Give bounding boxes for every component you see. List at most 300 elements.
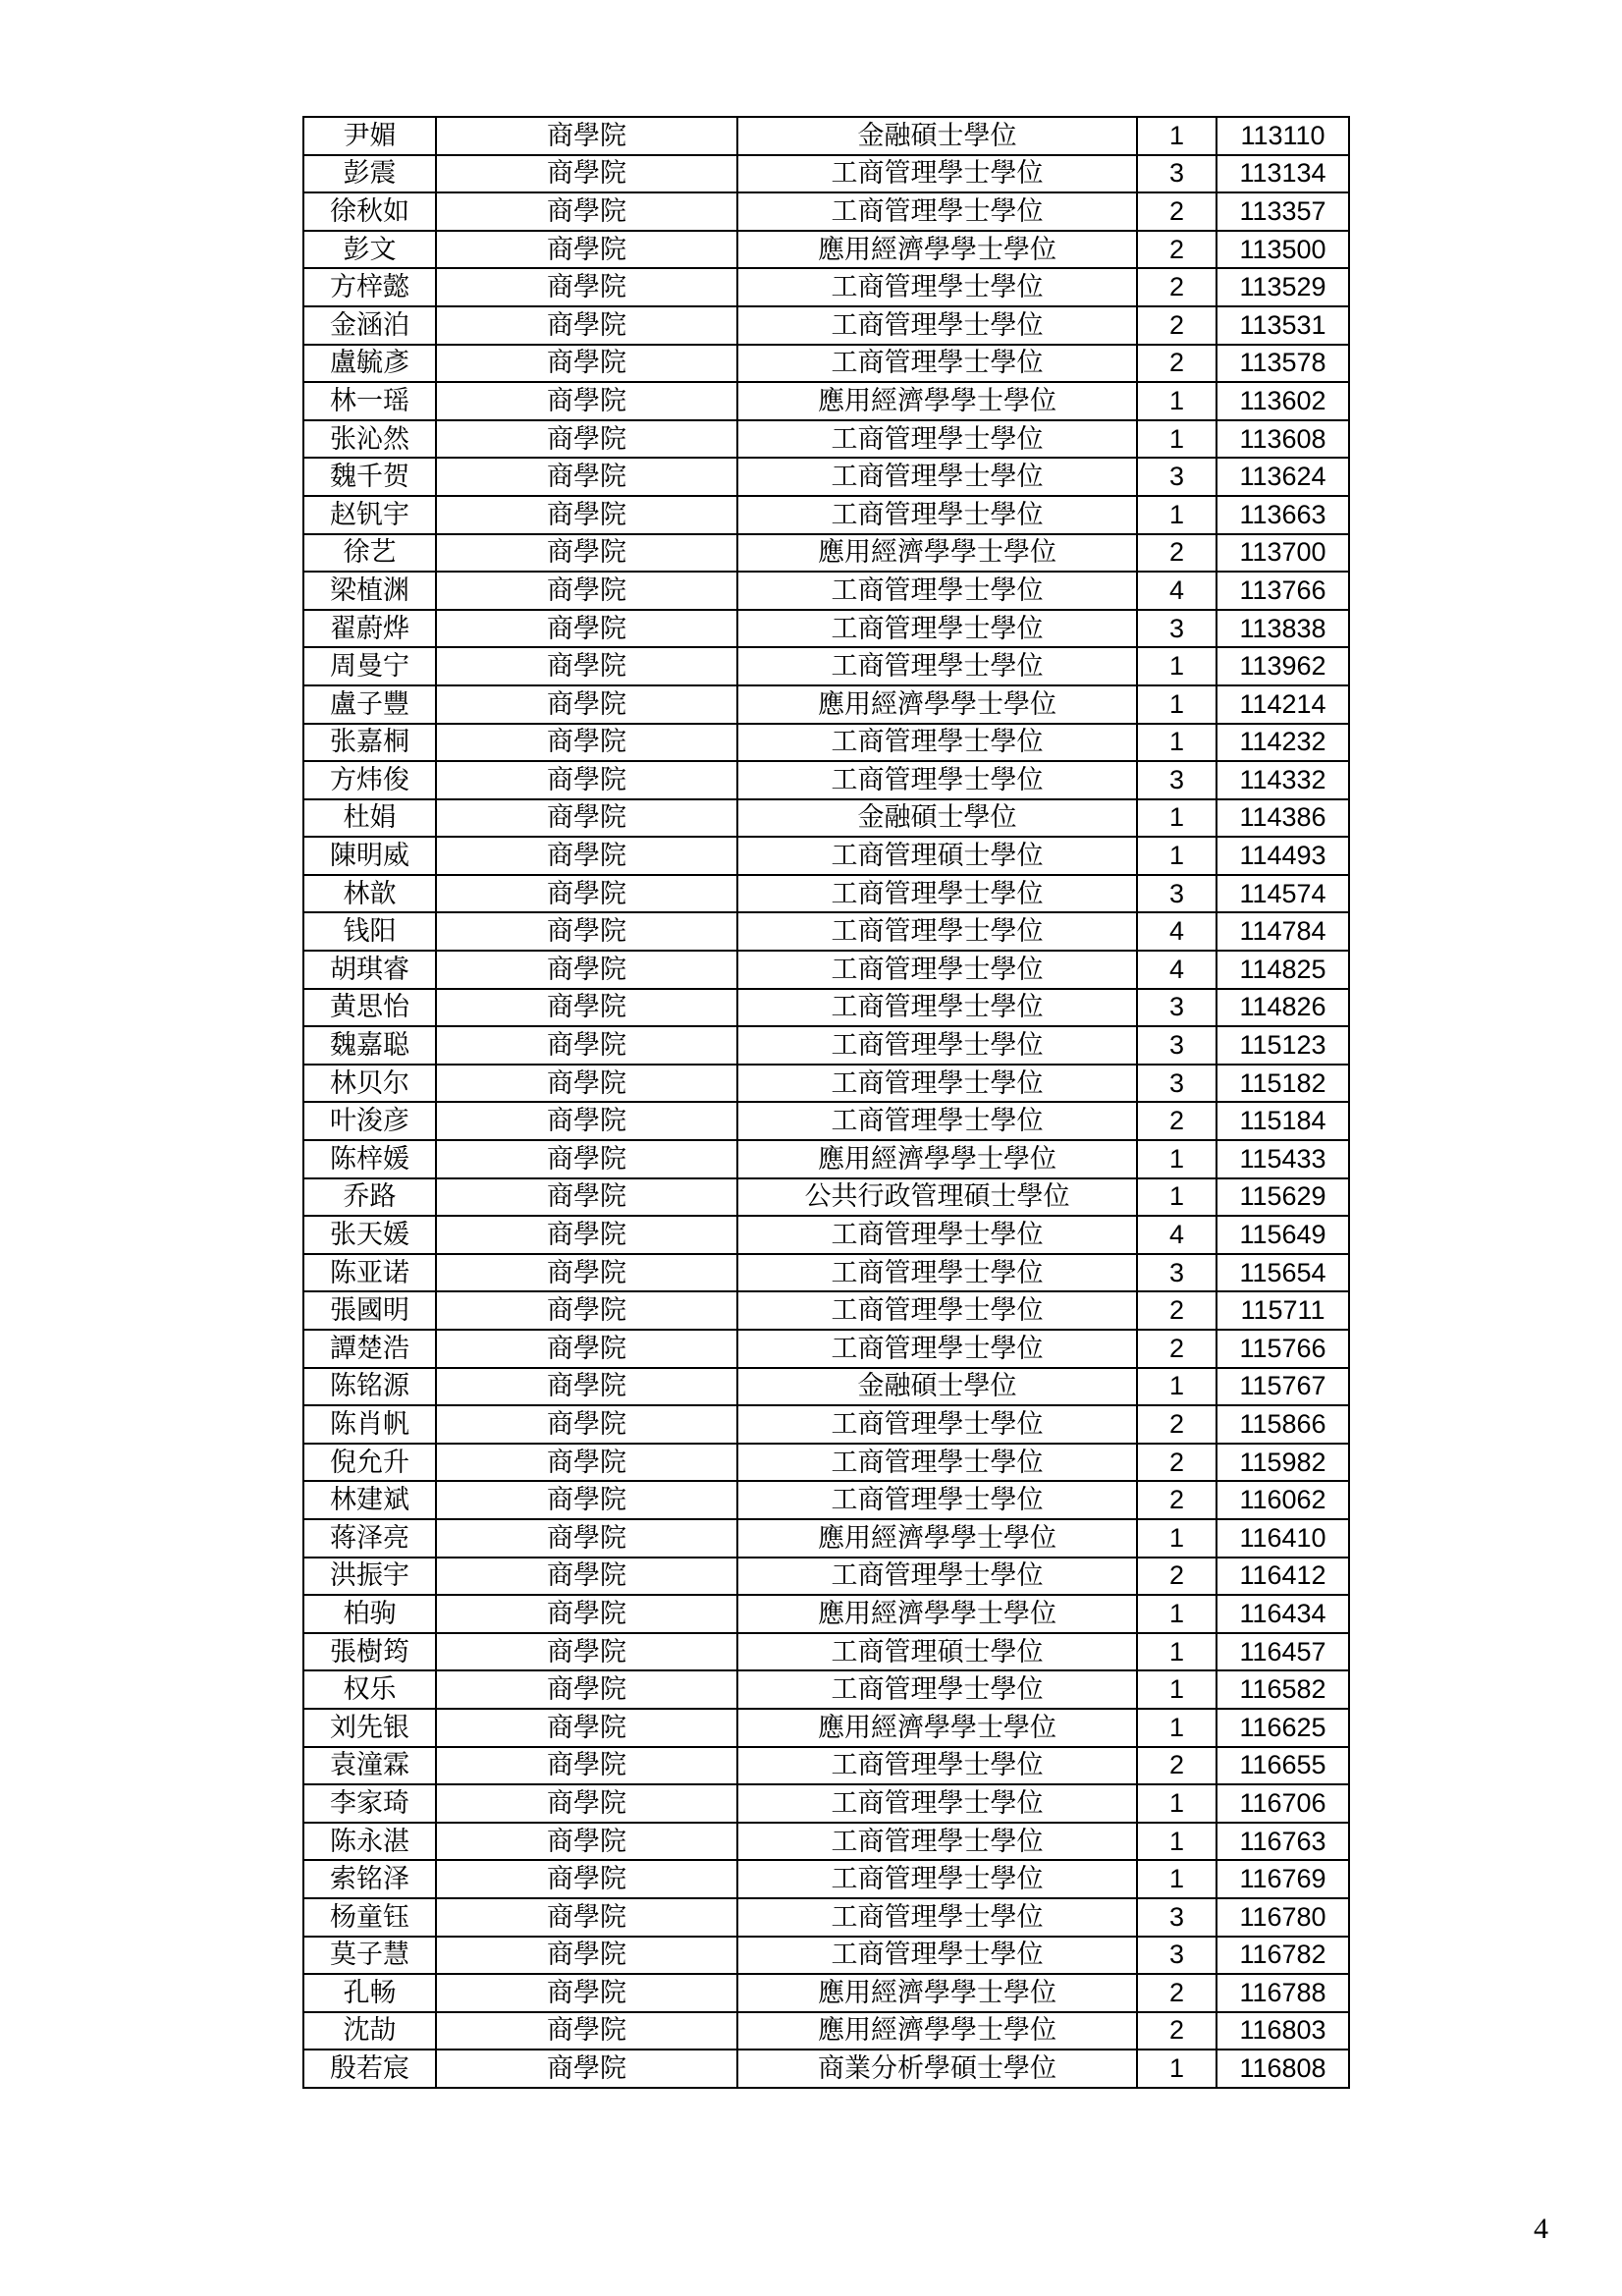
year-cell: 1 (1137, 420, 1216, 459)
degree-cell: 工商管理學士學位 (737, 1065, 1137, 1103)
year-cell: 1 (1137, 837, 1216, 875)
school-cell: 商學院 (436, 1898, 737, 1937)
school-cell: 商學院 (436, 1558, 737, 1596)
table-row (303, 1709, 1349, 1747)
student-id-cell: 116788 (1216, 1974, 1349, 2012)
student-name-cell: 倪允升 (303, 1444, 436, 1482)
student-id-cell: 115123 (1216, 1026, 1349, 1065)
degree-cell: 工商管理學士學位 (737, 761, 1137, 799)
year-cell: 2 (1137, 1974, 1216, 2012)
school-cell: 商學院 (436, 345, 737, 383)
school-cell: 商學院 (436, 1633, 737, 1671)
year-cell: 3 (1137, 1254, 1216, 1292)
degree-cell: 應用經濟學學士學位 (737, 1974, 1137, 2012)
year-cell: 2 (1137, 192, 1216, 231)
student-name-cell: 譚楚浩 (303, 1330, 436, 1368)
school-cell: 商學院 (436, 117, 737, 155)
table-row (303, 1860, 1349, 1898)
table-row (303, 989, 1349, 1027)
student-name-cell: 盧毓彥 (303, 345, 436, 383)
student-name-cell: 索铭泽 (303, 1860, 436, 1898)
student-id-cell: 114332 (1216, 761, 1349, 799)
student-name-cell: 林一瑶 (303, 382, 436, 420)
degree-cell: 工商管理學士學位 (737, 875, 1137, 913)
student-name-cell: 魏嘉聪 (303, 1026, 436, 1065)
student-id-cell: 116782 (1216, 1937, 1349, 1975)
table-row (303, 345, 1349, 383)
table-row (303, 1595, 1349, 1633)
table-row (303, 1405, 1349, 1444)
school-cell: 商學院 (436, 155, 737, 193)
table-row (303, 420, 1349, 459)
student-id-cell: 115654 (1216, 1254, 1349, 1292)
year-cell: 2 (1137, 1747, 1216, 1785)
year-cell: 2 (1137, 1102, 1216, 1140)
year-cell: 4 (1137, 1216, 1216, 1254)
table-row (303, 231, 1349, 269)
degree-cell: 應用經濟學學士學位 (737, 1709, 1137, 1747)
table-row (303, 1747, 1349, 1785)
student-name-cell: 張樹筠 (303, 1633, 436, 1671)
student-name-cell: 钱阳 (303, 912, 436, 951)
school-cell: 商學院 (436, 2012, 737, 2050)
student-name-cell: 莫子慧 (303, 1937, 436, 1975)
student-id-cell: 113529 (1216, 268, 1349, 306)
student-name-cell: 张天媛 (303, 1216, 436, 1254)
student-name-cell: 孔畅 (303, 1974, 436, 2012)
table-row (303, 382, 1349, 420)
student-name-cell: 彭震 (303, 155, 436, 193)
table-row (303, 951, 1349, 989)
student-name-cell: 盧子豐 (303, 685, 436, 724)
year-cell: 3 (1137, 610, 1216, 648)
student-name-cell: 杨童钰 (303, 1898, 436, 1937)
student-name-cell: 殷若宸 (303, 2050, 436, 2088)
student-id-cell: 116457 (1216, 1633, 1349, 1671)
year-cell: 2 (1137, 1444, 1216, 1482)
school-cell: 商學院 (436, 2050, 737, 2088)
school-cell: 商學院 (436, 761, 737, 799)
degree-cell: 工商管理學士學位 (737, 345, 1137, 383)
table-row (303, 610, 1349, 648)
student-id-cell: 115767 (1216, 1368, 1349, 1406)
student-id-cell: 114574 (1216, 875, 1349, 913)
school-cell: 商學院 (436, 572, 737, 610)
student-id-cell: 114826 (1216, 989, 1349, 1027)
year-cell: 2 (1137, 2012, 1216, 2050)
student-id-cell: 114214 (1216, 685, 1349, 724)
year-cell: 1 (1137, 1595, 1216, 1633)
school-cell: 商學院 (436, 1405, 737, 1444)
table-row (303, 799, 1349, 838)
student-id-cell: 113766 (1216, 572, 1349, 610)
school-cell: 商學院 (436, 1481, 737, 1519)
student-id-cell: 115184 (1216, 1102, 1349, 1140)
student-name-cell: 黄思怡 (303, 989, 436, 1027)
degree-cell: 工商管理學士學位 (737, 496, 1137, 534)
table-row (303, 1974, 1349, 2012)
degree-cell: 工商管理碩士學位 (737, 1633, 1137, 1671)
degree-cell: 應用經濟學學士學位 (737, 231, 1137, 269)
degree-cell: 工商管理學士學位 (737, 192, 1137, 231)
student-name-cell: 林建斌 (303, 1481, 436, 1519)
year-cell: 1 (1137, 496, 1216, 534)
student-id-cell: 113500 (1216, 231, 1349, 269)
student-name-cell: 彭文 (303, 231, 436, 269)
student-id-cell: 115982 (1216, 1444, 1349, 1482)
student-name-cell: 周曼宁 (303, 647, 436, 685)
year-cell: 2 (1137, 1481, 1216, 1519)
table-row (303, 534, 1349, 573)
year-cell: 1 (1137, 685, 1216, 724)
student-name-cell: 柏驹 (303, 1595, 436, 1633)
year-cell: 3 (1137, 989, 1216, 1027)
table-row (303, 1102, 1349, 1140)
school-cell: 商學院 (436, 1974, 737, 2012)
school-cell: 商學院 (436, 1140, 737, 1178)
year-cell: 3 (1137, 1026, 1216, 1065)
degree-cell: 工商管理學士學位 (737, 155, 1137, 193)
degree-cell: 金融碩士學位 (737, 799, 1137, 838)
degree-cell: 工商管理學士學位 (737, 420, 1137, 459)
degree-cell: 應用經濟學學士學位 (737, 2012, 1137, 2050)
student-name-cell: 赵钒宇 (303, 496, 436, 534)
table-row (303, 837, 1349, 875)
school-cell: 商學院 (436, 724, 737, 762)
year-cell: 4 (1137, 572, 1216, 610)
school-cell: 商學院 (436, 1937, 737, 1975)
student-id-cell: 114232 (1216, 724, 1349, 762)
degree-cell: 工商管理學士學位 (737, 1254, 1137, 1292)
student-id-cell: 114784 (1216, 912, 1349, 951)
school-cell: 商學院 (436, 951, 737, 989)
student-name-cell: 陳明威 (303, 837, 436, 875)
school-cell: 商學院 (436, 1065, 737, 1103)
degree-cell: 工商管理學士學位 (737, 1026, 1137, 1065)
year-cell: 1 (1137, 1823, 1216, 1861)
year-cell: 2 (1137, 1330, 1216, 1368)
student-name-cell: 陈永湛 (303, 1823, 436, 1861)
year-cell: 1 (1137, 1784, 1216, 1823)
table-row (303, 1026, 1349, 1065)
degree-cell: 工商管理學士學位 (737, 1898, 1137, 1937)
student-id-cell: 114825 (1216, 951, 1349, 989)
table-row (303, 875, 1349, 913)
table-row (303, 268, 1349, 306)
table-row (303, 1444, 1349, 1482)
table-body (303, 117, 1349, 2088)
degree-cell: 工商管理學士學位 (737, 1784, 1137, 1823)
student-id-cell: 116706 (1216, 1784, 1349, 1823)
table-row (303, 1670, 1349, 1709)
school-cell: 商學院 (436, 837, 737, 875)
table-row (303, 912, 1349, 951)
degree-cell: 工商管理學士學位 (737, 1937, 1137, 1975)
student-name-cell: 沈劼 (303, 2012, 436, 2050)
school-cell: 商學院 (436, 1519, 737, 1558)
student-id-cell: 116625 (1216, 1709, 1349, 1747)
table-row (303, 1519, 1349, 1558)
table-row (303, 1330, 1349, 1368)
student-id-cell: 116763 (1216, 1823, 1349, 1861)
school-cell: 商學院 (436, 1747, 737, 1785)
student-name-cell: 金涵泊 (303, 306, 436, 345)
student-id-cell: 116410 (1216, 1519, 1349, 1558)
student-id-cell: 113357 (1216, 192, 1349, 231)
school-cell: 商學院 (436, 420, 737, 459)
table-row (303, 1823, 1349, 1861)
school-cell: 商學院 (436, 458, 737, 496)
student-id-cell: 115649 (1216, 1216, 1349, 1254)
school-cell: 商學院 (436, 1254, 737, 1292)
table-row (303, 1368, 1349, 1406)
student-id-cell: 113962 (1216, 647, 1349, 685)
degree-cell: 工商管理學士學位 (737, 951, 1137, 989)
school-cell: 商學院 (436, 610, 737, 648)
student-name-cell: 尹媚 (303, 117, 436, 155)
degree-cell: 應用經濟學學士學位 (737, 1140, 1137, 1178)
year-cell: 2 (1137, 345, 1216, 383)
degree-cell: 工商管理學士學位 (737, 1558, 1137, 1596)
student-name-cell: 胡琪睿 (303, 951, 436, 989)
student-name-cell: 林贝尔 (303, 1065, 436, 1103)
student-name-cell: 徐秋如 (303, 192, 436, 231)
table-row (303, 647, 1349, 685)
student-id-cell: 113608 (1216, 420, 1349, 459)
student-id-cell: 113134 (1216, 155, 1349, 193)
student-name-cell: 翟蔚烨 (303, 610, 436, 648)
degree-cell: 金融碩士學位 (737, 117, 1137, 155)
year-cell: 1 (1137, 1709, 1216, 1747)
degree-cell: 工商管理學士學位 (737, 1216, 1137, 1254)
table-row (303, 1291, 1349, 1330)
year-cell: 2 (1137, 1405, 1216, 1444)
year-cell: 1 (1137, 1368, 1216, 1406)
school-cell: 商學院 (436, 1860, 737, 1898)
year-cell: 1 (1137, 799, 1216, 838)
year-cell: 2 (1137, 1558, 1216, 1596)
year-cell: 2 (1137, 1291, 1216, 1330)
student-name-cell: 張國明 (303, 1291, 436, 1330)
school-cell: 商學院 (436, 1368, 737, 1406)
student-name-cell: 陈肖帆 (303, 1405, 436, 1444)
year-cell: 3 (1137, 1937, 1216, 1975)
year-cell: 1 (1137, 1140, 1216, 1178)
year-cell: 1 (1137, 117, 1216, 155)
student-id-cell: 113531 (1216, 306, 1349, 345)
student-name-cell: 徐艺 (303, 534, 436, 573)
table-row (303, 1481, 1349, 1519)
school-cell: 商學院 (436, 192, 737, 231)
year-cell: 1 (1137, 1519, 1216, 1558)
degree-cell: 工商管理學士學位 (737, 1330, 1137, 1368)
student-id-cell: 116655 (1216, 1747, 1349, 1785)
school-cell: 商學院 (436, 1670, 737, 1709)
degree-cell: 工商管理學士學位 (737, 1102, 1137, 1140)
degree-cell: 公共行政管理碩士學位 (737, 1178, 1137, 1217)
student-id-cell: 116434 (1216, 1595, 1349, 1633)
degree-cell: 工商管理學士學位 (737, 647, 1137, 685)
table-row (303, 1254, 1349, 1292)
table-row (303, 192, 1349, 231)
page-number: 4 (1534, 2213, 1548, 2245)
student-name-cell: 刘先银 (303, 1709, 436, 1747)
student-name-cell: 陈亚诺 (303, 1254, 436, 1292)
school-cell: 商學院 (436, 799, 737, 838)
degree-cell: 應用經濟學學士學位 (737, 685, 1137, 724)
student-name-cell: 魏千贺 (303, 458, 436, 496)
student-name-cell: 林歆 (303, 875, 436, 913)
table-row (303, 1898, 1349, 1937)
student-name-cell: 张嘉桐 (303, 724, 436, 762)
table-row (303, 117, 1349, 155)
year-cell: 2 (1137, 306, 1216, 345)
school-cell: 商學院 (436, 268, 737, 306)
student-id-cell: 115629 (1216, 1178, 1349, 1217)
degree-cell: 工商管理學士學位 (737, 1860, 1137, 1898)
school-cell: 商學院 (436, 1709, 737, 1747)
year-cell: 4 (1137, 951, 1216, 989)
year-cell: 3 (1137, 155, 1216, 193)
student-name-cell: 叶浚彦 (303, 1102, 436, 1140)
year-cell: 3 (1137, 1065, 1216, 1103)
student-id-cell: 114493 (1216, 837, 1349, 875)
year-cell: 3 (1137, 1898, 1216, 1937)
year-cell: 3 (1137, 761, 1216, 799)
student-id-cell: 116780 (1216, 1898, 1349, 1937)
student-id-cell: 116803 (1216, 2012, 1349, 2050)
year-cell: 1 (1137, 647, 1216, 685)
student-id-cell: 116582 (1216, 1670, 1349, 1709)
degree-cell: 工商管理學士學位 (737, 610, 1137, 648)
school-cell: 商學院 (436, 912, 737, 951)
student-list-table (302, 116, 1350, 2089)
year-cell: 3 (1137, 875, 1216, 913)
table-row (303, 1937, 1349, 1975)
student-name-cell: 张沁然 (303, 420, 436, 459)
degree-cell: 商業分析學碩士學位 (737, 2050, 1137, 2088)
school-cell: 商學院 (436, 1444, 737, 1482)
year-cell: 2 (1137, 268, 1216, 306)
table-row (303, 1558, 1349, 1596)
school-cell: 商學院 (436, 306, 737, 345)
school-cell: 商學院 (436, 1178, 737, 1217)
student-id-cell: 113838 (1216, 610, 1349, 648)
student-name-cell: 洪振宇 (303, 1558, 436, 1596)
year-cell: 1 (1137, 1670, 1216, 1709)
year-cell: 1 (1137, 1178, 1216, 1217)
degree-cell: 工商管理學士學位 (737, 1291, 1137, 1330)
student-id-cell: 115433 (1216, 1140, 1349, 1178)
degree-cell: 工商管理學士學位 (737, 268, 1137, 306)
student-id-cell: 115866 (1216, 1405, 1349, 1444)
degree-cell: 工商管理學士學位 (737, 1444, 1137, 1482)
degree-cell: 工商管理學士學位 (737, 724, 1137, 762)
student-id-cell: 116769 (1216, 1860, 1349, 1898)
student-name-cell: 陈铭源 (303, 1368, 436, 1406)
school-cell: 商學院 (436, 231, 737, 269)
degree-cell: 工商管理碩士學位 (737, 837, 1137, 875)
degree-cell: 工商管理學士學位 (737, 912, 1137, 951)
degree-cell: 工商管理學士學位 (737, 572, 1137, 610)
student-id-cell: 113700 (1216, 534, 1349, 573)
degree-cell: 應用經濟學學士學位 (737, 382, 1137, 420)
degree-cell: 應用經濟學學士學位 (737, 1595, 1137, 1633)
degree-cell: 工商管理學士學位 (737, 1670, 1137, 1709)
degree-cell: 工商管理學士學位 (737, 458, 1137, 496)
year-cell: 1 (1137, 2050, 1216, 2088)
school-cell: 商學院 (436, 989, 737, 1027)
degree-cell: 工商管理學士學位 (737, 1747, 1137, 1785)
year-cell: 1 (1137, 1633, 1216, 1671)
student-id-cell: 116062 (1216, 1481, 1349, 1519)
table-row (303, 496, 1349, 534)
school-cell: 商學院 (436, 1291, 737, 1330)
table-row (303, 1065, 1349, 1103)
student-name-cell: 蒋泽亮 (303, 1519, 436, 1558)
table-row (303, 1633, 1349, 1671)
degree-cell: 應用經濟學學士學位 (737, 1519, 1137, 1558)
student-list-table-wrapper (302, 116, 1350, 2089)
year-cell: 1 (1137, 382, 1216, 420)
school-cell: 商學院 (436, 1784, 737, 1823)
student-id-cell: 115182 (1216, 1065, 1349, 1103)
table-row (303, 1178, 1349, 1217)
school-cell: 商學院 (436, 496, 737, 534)
degree-cell: 工商管理學士學位 (737, 306, 1137, 345)
degree-cell: 應用經濟學學士學位 (737, 534, 1137, 573)
year-cell: 4 (1137, 912, 1216, 951)
degree-cell: 金融碩士學位 (737, 1368, 1137, 1406)
year-cell: 1 (1137, 724, 1216, 762)
degree-cell: 工商管理學士學位 (737, 1405, 1137, 1444)
school-cell: 商學院 (436, 647, 737, 685)
degree-cell: 工商管理學士學位 (737, 1481, 1137, 1519)
school-cell: 商學院 (436, 534, 737, 573)
table-row (303, 572, 1349, 610)
table-row (303, 685, 1349, 724)
student-name-cell: 乔路 (303, 1178, 436, 1217)
student-name-cell: 方炜俊 (303, 761, 436, 799)
table-row (303, 724, 1349, 762)
table-row (303, 761, 1349, 799)
year-cell: 3 (1137, 458, 1216, 496)
degree-cell: 工商管理學士學位 (737, 1823, 1137, 1861)
student-id-cell: 116412 (1216, 1558, 1349, 1596)
year-cell: 2 (1137, 231, 1216, 269)
table-row (303, 155, 1349, 193)
table-row (303, 2012, 1349, 2050)
student-id-cell: 113663 (1216, 496, 1349, 534)
student-name-cell: 梁植渊 (303, 572, 436, 610)
table-row (303, 458, 1349, 496)
table-row (303, 1216, 1349, 1254)
year-cell: 2 (1137, 534, 1216, 573)
student-name-cell: 杜娟 (303, 799, 436, 838)
student-id-cell: 113624 (1216, 458, 1349, 496)
student-name-cell: 方梓懿 (303, 268, 436, 306)
degree-cell: 工商管理學士學位 (737, 989, 1137, 1027)
school-cell: 商學院 (436, 875, 737, 913)
student-id-cell: 115711 (1216, 1291, 1349, 1330)
student-id-cell: 114386 (1216, 799, 1349, 838)
student-name-cell: 袁潼霖 (303, 1747, 436, 1785)
student-id-cell: 113602 (1216, 382, 1349, 420)
table-row (303, 2050, 1349, 2088)
student-id-cell: 116808 (1216, 2050, 1349, 2088)
student-id-cell: 115766 (1216, 1330, 1349, 1368)
student-name-cell: 李家琦 (303, 1784, 436, 1823)
